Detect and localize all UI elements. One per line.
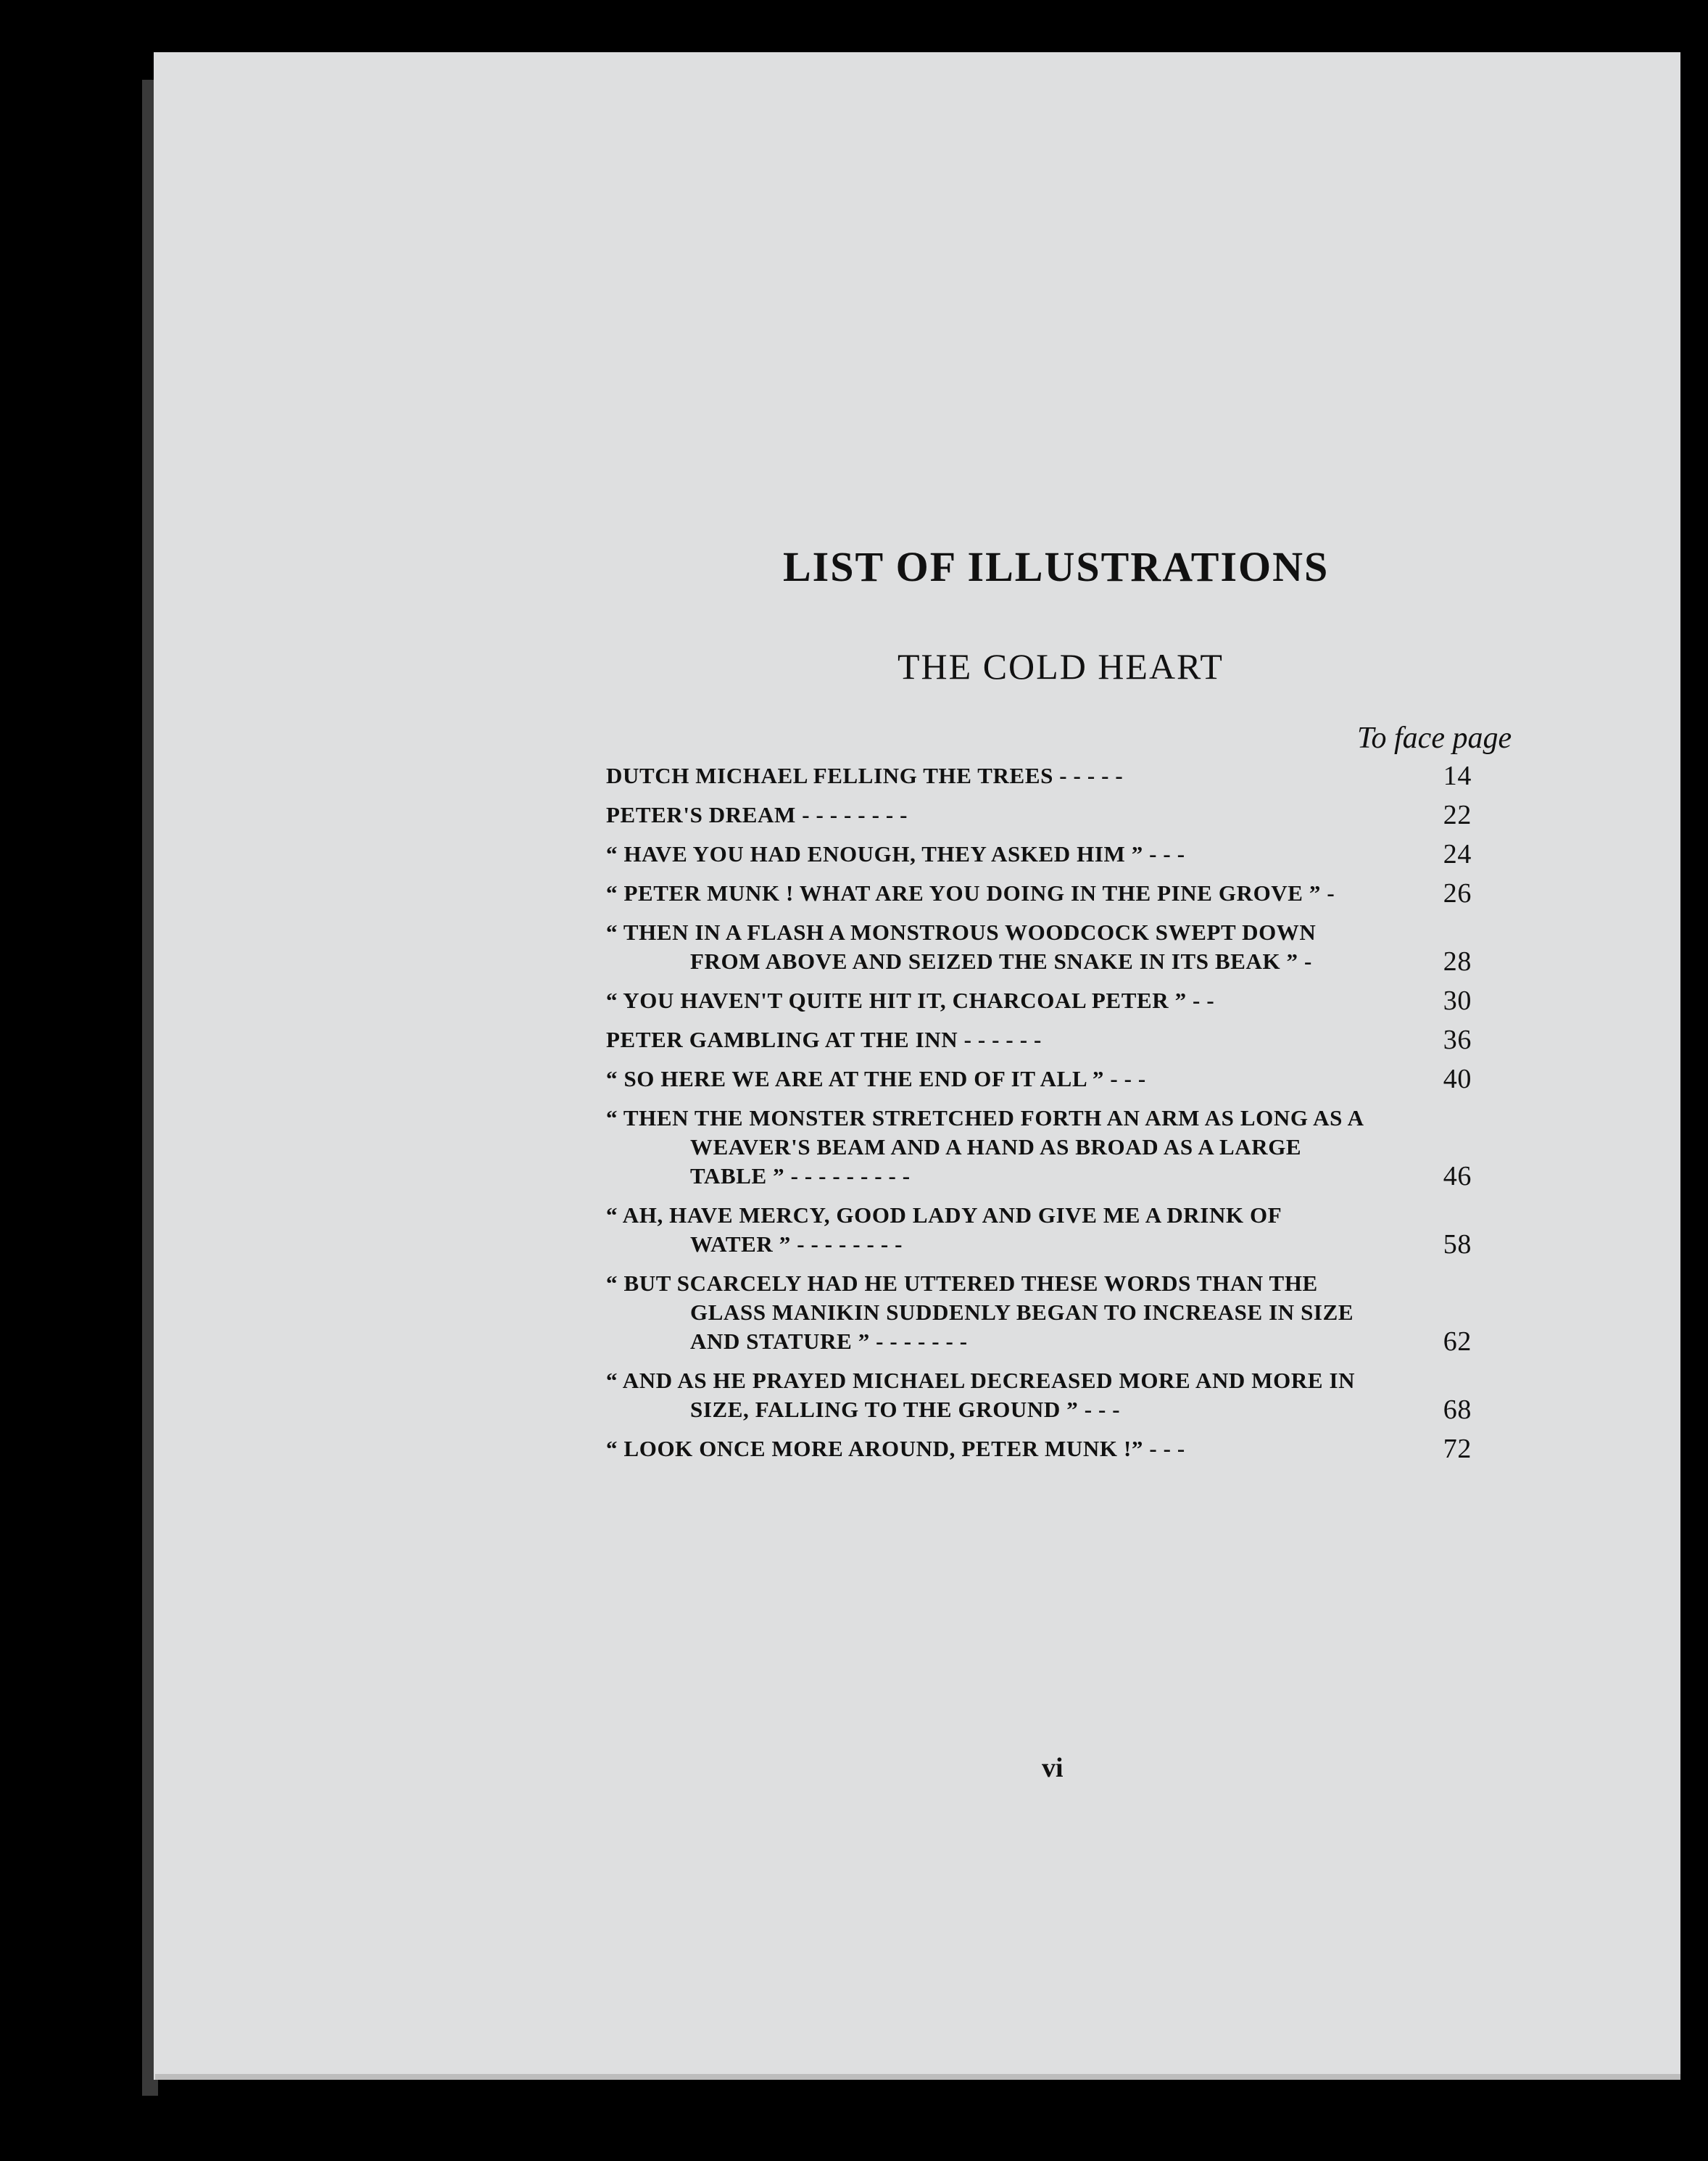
entry-page-number: 14 [1443, 761, 1472, 791]
list-item [606, 1434, 1549, 1463]
list-item [606, 1366, 1549, 1424]
entry-page-number: 36 [1443, 1025, 1472, 1055]
entry-page-number: 40 [1443, 1064, 1472, 1094]
entry-caption: “ AH, HAVE MERCY, GOOD LADY AND GIVE ME A DRINK OF WATER ” - - - - - - - - [606, 1202, 1282, 1257]
list-item [606, 761, 1549, 790]
page-edge [155, 2074, 1692, 2080]
entry-caption: PETER GAMBLING AT THE INN - - - - - - [606, 1027, 1042, 1052]
entry-page-number: 24 [1443, 839, 1472, 869]
list-item [606, 840, 1549, 869]
entry-page-number: 46 [1443, 1161, 1472, 1191]
entry-page-number: 58 [1443, 1229, 1472, 1260]
list-item [606, 1104, 1549, 1191]
list-item [606, 918, 1549, 976]
list-item [606, 986, 1549, 1015]
entry-page-number: 26 [1443, 878, 1472, 909]
entry-caption: “ PETER MUNK ! WHAT ARE YOU DOING IN THE PINE GROVE ” - [606, 880, 1335, 906]
list-item [606, 1201, 1549, 1259]
section-title: THE COLD HEART [897, 646, 1224, 687]
entry-page-number: 62 [1443, 1326, 1472, 1357]
list-item [606, 1065, 1549, 1094]
entry-caption: PETER'S DREAM - - - - - - - - [606, 802, 908, 827]
entry-caption: “ AND AS HE PRAYED MICHAEL DECREASED MORE AND MORE IN SIZE, FALLING TO THE GROUND ” - - - [606, 1368, 1356, 1422]
illustration-list [606, 751, 1549, 1463]
list-item [606, 1025, 1549, 1054]
entry-caption: “ SO HERE WE ARE AT THE END OF IT ALL ” - - - [606, 1066, 1146, 1091]
entry-caption: “ HAVE YOU HAD ENOUGH, THEY ASKED HIM ” - - - [606, 841, 1185, 867]
entry-caption: DUTCH MICHAEL FELLING THE TREES - - - - - [606, 763, 1124, 788]
page-title: LIST OF ILLUSTRATIONS [783, 543, 1330, 590]
entry-page-number: 68 [1443, 1394, 1472, 1425]
page-number: vi [1042, 1753, 1064, 1783]
entry-caption: “ YOU HAVEN'T QUITE HIT IT, CHARCOAL PETER ” - - [606, 988, 1215, 1013]
entry-caption: “ LOOK ONCE MORE AROUND, PETER MUNK !” - - - [606, 1436, 1185, 1461]
scan-border [1680, 52, 1708, 2083]
column-header: To face page [1357, 722, 1512, 755]
entry-page-number: 72 [1443, 1434, 1472, 1464]
list-item [606, 801, 1549, 830]
entry-caption: “ THEN IN A FLASH A MONSTROUS WOODCOCK SWEPT DOWN FROM ABOVE AND SEIZED THE SNAKE IN ITS BEAK ” - [606, 920, 1317, 974]
entry-caption: “ BUT SCARCELY HAD HE UTTERED THESE WORDS THAN THE GLASS MANIKIN SUDDENLY BEGAN TO INCREASE IN SIZE AND STATURE ” - - - - - - - [606, 1270, 1354, 1354]
entry-page-number: 22 [1443, 800, 1472, 830]
list-item [606, 1269, 1549, 1356]
entry-caption: “ THEN THE MONSTER STRETCHED FORTH AN ARM AS LONG AS A WEAVER'S BEAM AND A HAND AS BROAD AS A LARGE TABLE ” - - - - - - - - - [606, 1105, 1364, 1189]
entry-page-number: 30 [1443, 986, 1472, 1016]
list-item [606, 879, 1549, 908]
entry-page-number: 28 [1443, 946, 1472, 977]
